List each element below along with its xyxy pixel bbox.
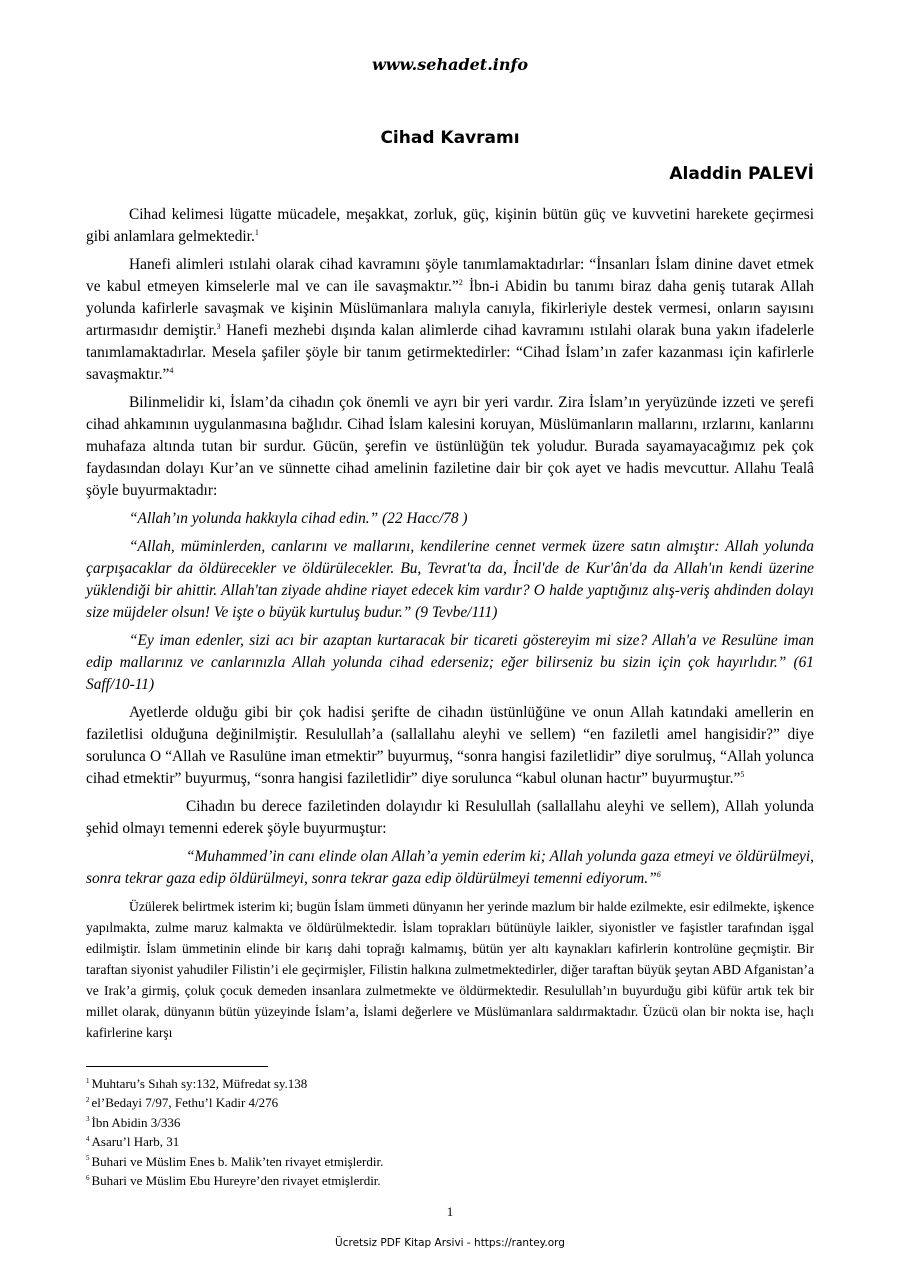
footnote-text: Muhtaru’s Sıhah sy:132, Müfredat sy.138 [91,1076,308,1091]
footnote-item [86,1132,814,1151]
article-author: Aladdin PALEVİ [669,164,814,184]
footnote-text: Buhari ve Müslim Ebu Hureyre’den rivayet etmişlerdir. [91,1173,381,1189]
footnotes-list [86,1074,814,1190]
footnote-text: Buhari ve Müslim Enes b. Malik’ten rivayet etmişlerdir. [91,1153,384,1169]
footnote-ref: 4 [169,365,174,375]
site-url-header: www.sehadet.info [371,55,529,74]
article-body [86,204,814,1049]
quote-muhammed [86,846,814,890]
paragraph-text: Ayetlerde olduğu gibi bir çok hadisi şerifte de cihadın üstünlüğüne ve onun Allah katındaki amellerin en faziletlisi olduğuna değinilmiştir. Resulullah’a (sallallahu aleyhi ve sellem) “en faziletli amel hangisidir?” diye sorulunca O “Allah ve Rasulüne iman etmektir” buyurmuş, “sonra hangisi faziletlidir” diye sorulmuş, “Allah yolunca cihad etmektir” buyurmuş, “sonra hangisi faziletlidir” diye sorulunca “kabul olunan hactır” buyurmuştur.” [86,704,814,787]
footnote-number: 6 [86,1173,90,1182]
paragraph-ummah: Üzülerek belirtmek isterim ki; bugün İslam ümmeti dünyanın her yerinde mazlum bir halde ezilmekte, esir edilmekte, işkence yapılmakta, zulme maruz kalmakta ve öldürülmektedir. İslam toprakları bütünüyle laikler, siyonistler ve faşistler tarafından işgal edilmiştir. İslam ümmetinin elinde bir karış dahi toprağı kalmamış, bütün yer altı kaynakları kafirlerin kontrolüne geçmiştir. Bir taraftan siyonist yahudiler Filistin’i ele geçirmişler, Filistin halkına zulmetmektedirler, diğer taraftan büyük şeytan ABD Afganistan’a ve Irak’a girmiş, çoluk çocuk demeden insanlara zulmetmekte ve öldürmektedir. Resulullah’ın buyurduğu gibi küfür artık tek bir millet olarak, dünyanın bütün yüzeyinde İslam’a, İslami değerlere ve Müslümanlara saldırmaktadır. Üzücü olan bir nokta ise, haçlı kafirlerine karşı [86,899,814,1040]
footnote-ref: 2 [458,277,463,287]
footnote-item [86,1152,814,1171]
footnote-text: İbn Abidin 3/336 [91,1114,181,1130]
quote-saff: “Ey iman edenler, sizi acı bir azaptan kurtaracak bir ticareti göstereyim mi size? Allah'a ve Resulüne iman edip mallarınız ve canlarınızla Allah yolunda cihad ederseniz; eğer bilirseniz bu sizin için çok hayırlıdır.” (61 Saff/10-11) [86,632,814,693]
footnote-number: 5 [86,1154,90,1163]
footnote-text: el’Bedayi 7/97, Fethu’l Kadir 4/276 [91,1095,279,1111]
footnote-number: 2 [86,1096,90,1105]
footnote-number: 1 [86,1076,90,1085]
paragraph-importance: Bilinmelidir ki, İslam’da cihadın çok önemli ve ayrı bir yeri vardır. Zira İslam’ın yeryüzünde izzeti ve şerefi cihad ahkamının uygulanmasına bağlıdır. Cihad İslam kalesini koruyan, Müslümanların mallarını, ırzlarını, kanlarını muhafaza altında tutan bir surdur. Gücün, şerefin ve üstünlüğün tek yoludur. Burada sayamayacağımız pek çok faydasından dolayı Kur’an ve sünnette cihad amelinin faziletine dair bir çok ayet ve hadis mevcuttur. Allahu Tealâ şöyle buyurmaktadır: [86,394,814,499]
article-title: Cihad Kavramı [380,128,520,148]
quote-hacc: “Allah’ın yolunda hakkıyla cihad edin.” (22 Hacc/78 ) [129,510,468,527]
paragraph-hadith [86,702,814,790]
footnote-item [86,1113,814,1132]
footnote-number: 3 [86,1115,90,1124]
footnote-number: 4 [86,1134,90,1143]
footnote-item [86,1093,814,1112]
paragraph-text: Cihad kelimesi lügatte mücadele, meşakkat, zorluk, güç, kişinin bütün güç ve kuvvetini harekete geçirmesi gibi anlamlara gelmektedir. [86,206,814,245]
quote-tevbe: “Allah, müminlerden, canlarını ve mallarını, kendilerine cennet vermek üzere satın almıştır: Allah yolunda çarpışacaklar da öldürecekler ve öldürülecekler. Bu, Tevrat'ta da, İncil'de de Kur'ân'da da Allah'ın kendi üzerine yüklendiği bir ahittir. Allah'tan ziyade ahdine riayet edecek kim vardır? O halde yaptığınız alış-veriş ahdinden dolayı size müjdeler olsun! Ve işte o büyük kurtuluş budur.” (9 Tevbe/111) [86,538,814,621]
footnote-ref: 3 [216,321,221,331]
paragraph-martyrdom: Cihadın bu derece faziletinden dolayıdır ki Resulullah (sallallahu aleyhi ve sellem), Allah yolunda şehid olmayı temenni ederek şöyle buyurmuştur: [86,798,814,837]
page-number: 1 [446,1204,454,1219]
footnote-item [86,1074,814,1093]
footnote-divider [86,1066,268,1067]
pdf-archive-credit: Ücretsiz PDF Kitap Arsivi - https://rantey.org [335,1237,565,1249]
footnote-item [86,1171,814,1190]
paragraph-hanefi [86,254,814,386]
footnote-ref: 5 [740,769,745,779]
footnote-ref: 6 [656,869,661,879]
paragraph-definition [86,204,814,248]
footnote-ref: 1 [254,227,259,237]
paragraph-text: “Muhammed’in canı elinde olan Allah’a yemin ederim ki; Allah yolunda gaza etmeyi ve öldürülmeyi, sonra tekrar gaza edip öldürülmeyi, sonra tekrar gaza edip öldürülmeyi temenni ediyorum.” [86,848,814,887]
paragraph-text: Hanefi mezhebi dışında kalan alimlerde cihad kavramını ıstılahi olarak buna yakın ifadelerle tanımlamaktadırlar. Mesela şafiler şöyle bir tanım getirmektedirler: “Cihad İslam’ın zafer kazanması için kafirlerle savaşmaktır.” [86,322,814,383]
paragraph-text: Hanefi alimleri ıstılahi olarak cihad kavramını şöyle tanımlamaktadırlar: “İnsanları İslam dinine davet etmek ve kabul etmeyen kimselerle mal ve can ile savaşmaktır.” [86,256,814,295]
paragraph-text: İbn-i Abidin bu tanımı biraz daha geniş tutarak Allah yolunda kafirlerle savaşmak ve kişinin Müslümanlara malıyla canıyla, fikirleriyle destek vermesi, onların sayısını artırmasıdır demiştir. [86,278,814,339]
footnote-text: Asaru’l Harb, 31 [91,1134,180,1150]
